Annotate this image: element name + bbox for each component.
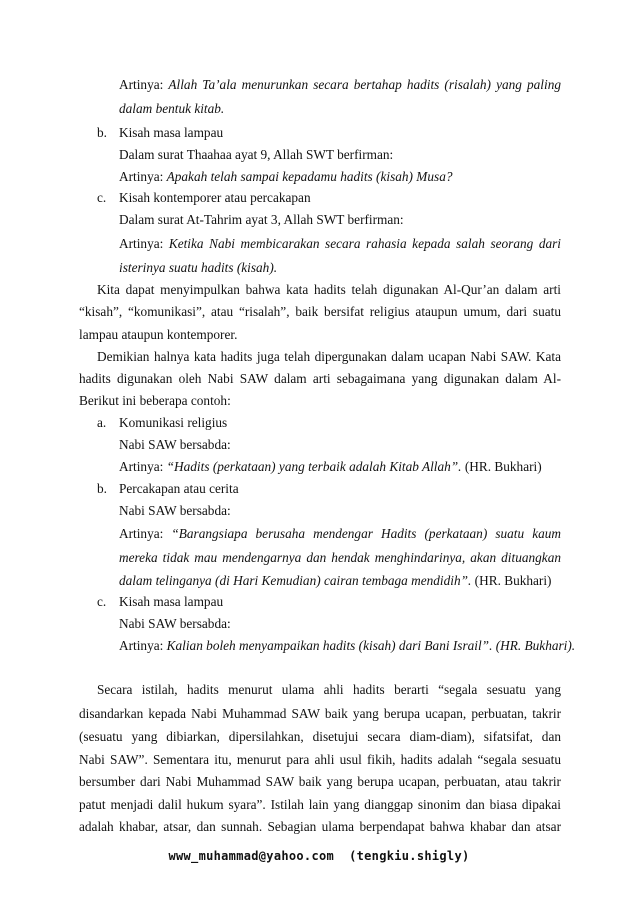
translation-continuation: isterinya suatu hadits (kisah). <box>119 260 278 275</box>
paragraph-line: disandarkan kepada Nabi Muhammad SAW baik yang berupa ucapan, perbuatan, takrir <box>79 706 561 721</box>
paragraph-line: (sesuatu yang dibiarkan, dipersilahkan, disetujui secara diam-diam), sifatsifat, dan <box>79 729 561 744</box>
list-item-heading: Percakapan atau cerita <box>119 481 239 496</box>
paragraph-line: Demikian halnya kata hadits juga telah dipergunakan dalam ucapan Nabi SAW. Kata <box>97 349 561 364</box>
list-item-heading: Kisah kontemporer atau percakapan <box>119 190 311 205</box>
paragraph-line: Nabi SAW”. Sementara itu, menurut para ahli usul fikih, hadits adalah “segala sesuatu <box>79 752 561 767</box>
paragraph-line: bersumber dari Nabi Muhammad SAW baik yang berupa ucapan, perbuatan, atau takrir <box>79 774 561 789</box>
translation-text: Allah Ta’ala menurunkan secara bertahap hadits (risalah) yang paling <box>168 77 561 92</box>
translation-continuation: mereka tidak mau mendengarnya dan hendak menghindarinya, akan dituangkan <box>119 550 561 565</box>
list-marker: c. <box>97 190 107 205</box>
footer-handle: (tengkiu.shigly) <box>349 849 470 863</box>
translation-text: “Hadits (perkataan) yang terbaik adalah Kitab Allah”. <box>166 459 462 474</box>
paragraph-line: Secara istilah, hadits menurut ulama ahli hadits berarti “segala sesuatu yang <box>97 682 561 697</box>
paragraph-line: hadits digunakan oleh Nabi SAW dalam arti sebagaimana yang digunakan dalam Al- <box>79 371 561 386</box>
hadith-source: (HR. Bukhari) <box>461 459 542 474</box>
footer-email: www_muhammad@yahoo.com <box>168 849 335 863</box>
list-marker: a. <box>97 415 107 430</box>
translation-text: Kalian boleh menyampaikan hadits (kisah) dari Bani Israil”. (HR. Bukhari). <box>166 638 576 653</box>
translation-text: “Barangsiapa berusaha mendengar Hadits (perkataan) suatu kaum <box>171 526 561 541</box>
hadith-source: (HR. Bukhari) <box>471 573 552 588</box>
hadith-intro: Nabi SAW bersabda: <box>119 616 231 631</box>
list-item-heading: Kisah masa lampau <box>119 125 224 140</box>
translation-line <box>119 168 453 186</box>
translation-line <box>119 235 561 253</box>
translation-prefix: Artinya: <box>119 526 172 541</box>
list-item-heading: Kisah masa lampau <box>119 594 224 609</box>
translation-text: Ketika Nabi membicarakan secara rahasia kepada salah seorang dari <box>168 236 561 251</box>
list-item-heading: Komunikasi religius <box>119 415 228 430</box>
translation-text: dalam telinganya (di Hari Kemudian) cairan tembaga mendidih”. <box>119 573 472 588</box>
list-marker: b. <box>97 125 107 140</box>
list-marker: b. <box>97 481 107 496</box>
paragraph-line: patut menjadi dalil hukum syara”. Istilah lain yang dianggap sinonim dan biasa dipakai <box>79 797 561 812</box>
verse-intro: Dalam surat Thaahaa ayat 9, Allah SWT berfirman: <box>119 147 394 162</box>
paragraph-line: Kita dapat menyimpulkan bahwa kata hadits telah digunakan Al-Qur’an dalam arti <box>97 282 561 297</box>
translation-prefix: Artinya: <box>119 459 167 474</box>
translation-line <box>119 76 561 94</box>
translation-line <box>119 458 542 476</box>
translation-line <box>119 525 561 543</box>
hadith-intro: Nabi SAW bersabda: <box>119 503 231 518</box>
page-footer <box>0 849 638 863</box>
translation-continuation <box>119 572 551 590</box>
paragraph-line: “kisah”, “komunikasi”, atau “risalah”, baik bersifat religius ataupun umum, dari suatu <box>79 304 561 319</box>
translation-text: Apakah telah sampai kepadamu hadits (kisah) Musa? <box>166 169 453 184</box>
translation-prefix: Artinya: <box>119 236 169 251</box>
verse-intro: Dalam surat At-Tahrim ayat 3, Allah SWT berfirman: <box>119 212 404 227</box>
paragraph-line: adalah khabar, atsar, dan sunnah. Sebagian ulama berpendapat bahwa khabar dan atsar <box>79 819 561 834</box>
translation-continuation: dalam bentuk kitab. <box>119 101 225 116</box>
paragraph-line: Berikut ini beberapa contoh: <box>79 393 231 408</box>
translation-prefix: Artinya: <box>119 169 167 184</box>
paragraph-line: lampau ataupun kontemporer. <box>79 327 238 342</box>
hadith-intro: Nabi SAW bersabda: <box>119 437 231 452</box>
translation-line <box>119 637 575 655</box>
translation-prefix: Artinya: <box>119 638 167 653</box>
list-marker: c. <box>97 594 107 609</box>
translation-prefix: Artinya: <box>119 77 169 92</box>
